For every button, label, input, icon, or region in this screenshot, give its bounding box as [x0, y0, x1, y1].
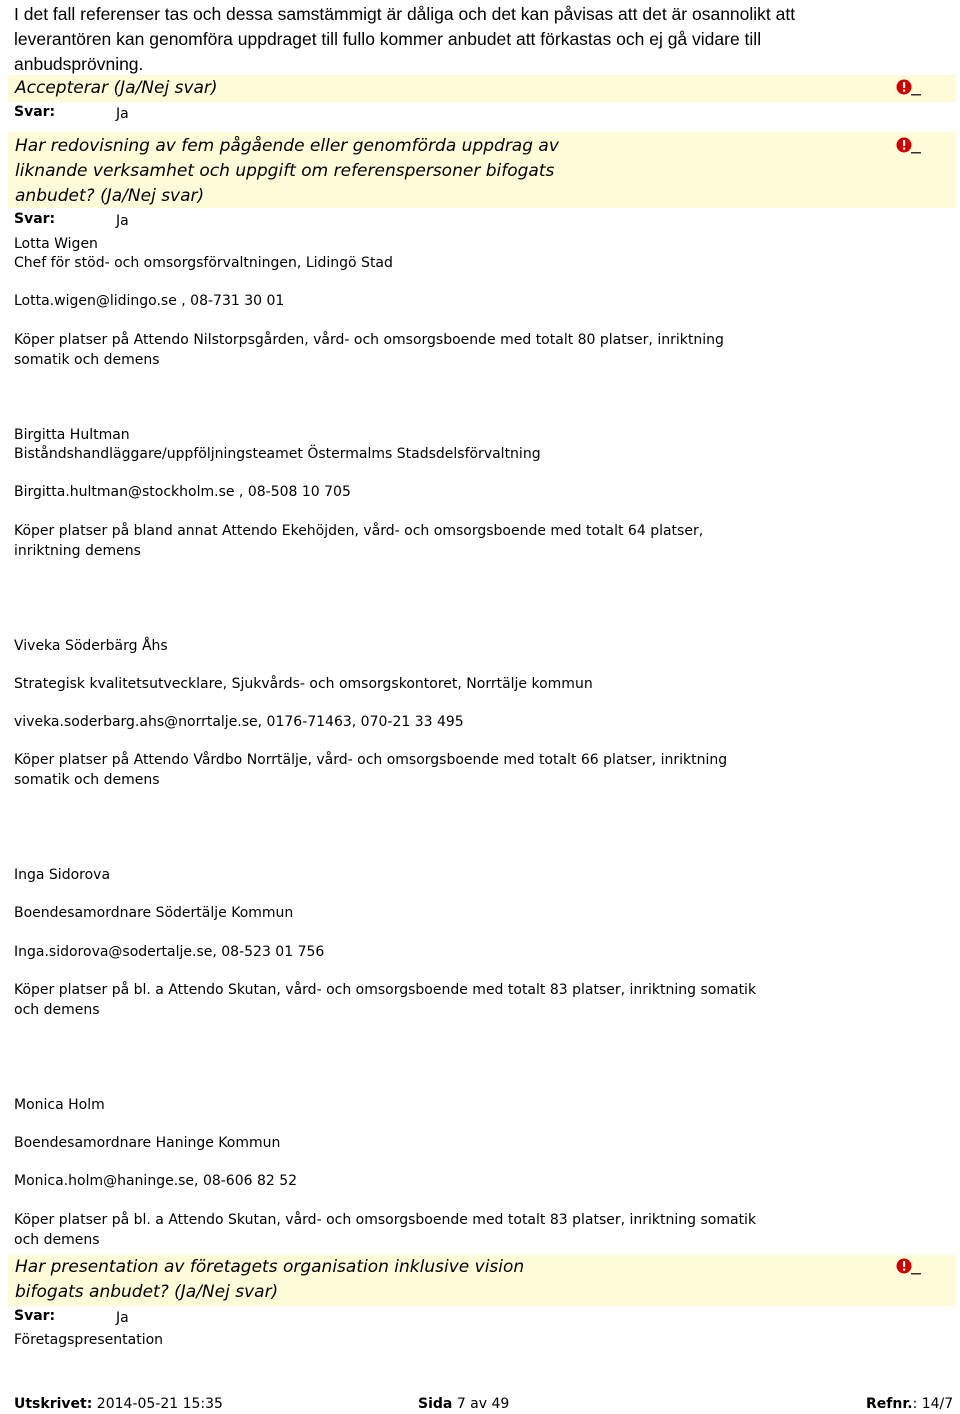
reference-title: Biståndshandläggare/uppföljningsteamet Östermalms Stadsdelsförvaltning [14, 446, 541, 462]
footer-printed: Utskrivet: 2014-05-21 15:35 [14, 1396, 223, 1412]
warning-icon [895, 1257, 921, 1277]
reference-title: Chef för stöd- och omsorgsförvaltningen, Lidingö Stad [14, 255, 393, 271]
reference-description: Köper platser på bl. a Attendo Skutan, vård- och omsorgsboende med totalt 83 platser, inriktning somatik och demens [14, 982, 757, 1018]
reference-title: Boendesamordnare Haninge Kommun [14, 1135, 281, 1151]
reference-contact: Birgitta.hultman@stockholm.se , 08-508 10 705 [14, 484, 351, 500]
reference-name: Monica Holm [14, 1097, 105, 1113]
reference-contact: Lotta.wigen@lidingo.se , 08-731 30 01 [14, 293, 285, 309]
reference-contact: viveka.soderbarg.ahs@norrtalje.se, 0176-71463, 070-21 33 495 [14, 714, 464, 730]
q3-answer: Ja [116, 1310, 129, 1326]
reference-name: Inga Sidorova [14, 867, 111, 883]
question-2-box [8, 132, 956, 208]
question-1-text: Accepterar (Ja/Nej svar) [15, 78, 218, 98]
reference-description: Köper platser på bland annat Attendo Ekehöjden, vård- och omsorgsboende med totalt 64 platser, inriktning demens [14, 523, 704, 559]
q3-note: Företagspresentation [14, 1332, 164, 1348]
q1-answer: Ja [116, 106, 129, 122]
question-3-box [8, 1255, 956, 1306]
question-3-line-1: Har presentation av företagets organisation inklusive vision [15, 1257, 525, 1277]
reference-title: Boendesamordnare Södertälje Kommun [14, 905, 294, 921]
reference-contact: Monica.holm@haninge.se, 08-606 82 52 [14, 1173, 298, 1189]
q3-svar-label: Svar: [14, 1308, 56, 1324]
reference-description: Köper platser på Attendo Nilstorpsgården, vård- och omsorgsboende med totalt 80 platser, inriktning somatik och demens [14, 332, 724, 368]
question-2-line-2: liknande verksamhet och uppgift om referenspersoner bifogats [15, 161, 555, 181]
reference-description: Köper platser på Attendo Vårdbo Norrtälje, vård- och omsorgsboende med totalt 66 platser, inriktning somatik och demens [14, 752, 728, 788]
footer-page: Sida 7 av 49 [418, 1396, 510, 1412]
intro-paragraph: I det fall referenser tas och dessa samstämmigt är dåliga och det kan påvisas att det är osannolikt att leverantören kan genomföra uppdraget till fullo kommer anbudet att förkastas och ej gå vidare till anbudsprövning. [14, 4, 796, 74]
reference-contact: Inga.sidorova@sodertalje.se, 08-523 01 756 [14, 944, 325, 960]
footer-ref: Refnr.: 14/7 [866, 1396, 954, 1412]
question-3-line-2: bifogats anbudet? (Ja/Nej svar) [15, 1282, 279, 1302]
warning-icon [895, 136, 921, 156]
q2-answer: Ja [116, 213, 129, 229]
reference-title: Strategisk kvalitetsutvecklare, Sjukvårds- och omsorgskontoret, Norrtälje kommun [14, 676, 593, 692]
question-2-line-3: anbudet? (Ja/Nej svar) [15, 186, 205, 206]
question-2-line-1: Har redovisning av fem pågående eller genomförda uppdrag av [15, 136, 559, 156]
warning-icon [895, 78, 921, 98]
reference-name: Lotta Wigen [14, 236, 98, 252]
q2-svar-label: Svar: [14, 211, 56, 227]
reference-name: Birgitta Hultman [14, 427, 130, 443]
reference-description: Köper platser på bl. a Attendo Skutan, vård- och omsorgsboende med totalt 83 platser, inriktning somatik och demens [14, 1212, 757, 1248]
q1-svar-label: Svar: [14, 104, 56, 120]
reference-name: Viveka Söderbärg Åhs [14, 638, 168, 654]
question-1-box [8, 75, 956, 102]
